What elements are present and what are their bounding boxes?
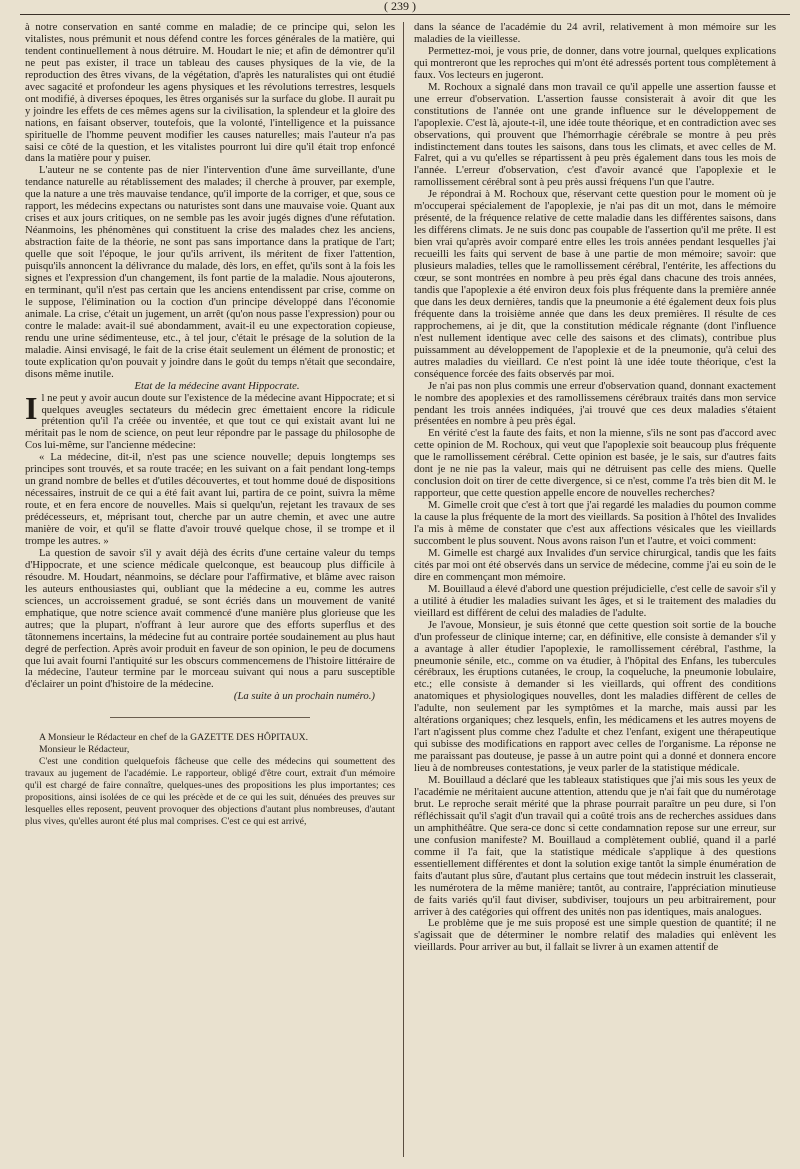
- paragraph: Je n'ai pas non plus commis une erreur d'observation quand, donnant exactement le nombre des apoplexies et des ramollissemens cérébraux traités dans mon service pendant les trois années indiquées, j'ai trouvé que ces deux maladies s'étaient présentées en nombre à peu près égal.: [414, 379, 776, 428]
- paragraph: Permettez-moi, je vous prie, de donner, dans votre journal, quelques explications qui montreront que les reproches qui m'ont été adressés portent tous complètement à faux. Vos lecteurs en jugeront.: [414, 44, 776, 81]
- paragraph: M. Bouillaud a élevé d'abord une question préjudicielle, c'est celle de savoir s'il y a utilité à étudier les maladies suivant les âges, et si le traitement des maladies du vieillard est différent de celui des maladies de l'adulte.: [414, 582, 776, 619]
- right-column: [414, 22, 776, 1162]
- drop-cap: I: [25, 389, 38, 426]
- paragraph-with-dropcap: [25, 389, 395, 453]
- continuation-note: (La suite à un prochain numéro.): [233, 690, 375, 703]
- paragraph: C'est une condition quelquefois fâcheuse que celle des médecins qui soumettent des travaux au jugement de l'académie. Le rapporteur, obligé d'être court, extrait d'un mémoire qu'il est chargé de faire connaître, quelques-unes des propositions les plus importantes; ces propositions, ainsi isolées de ce qui les précède et de ce qui les suit, dénuées des preuves sur lesquelles elles reposent, peuvent provoquer des objections d'autant plus nombreuses, d'autant plus vives, qu'elles auront été plus mal comprises. C'est ce qui est arrivé,: [25, 756, 395, 827]
- paragraph: La question de savoir s'il y avait déjà des écrits d'une certaine valeur du temps d'Hippocrate, et une science médicale quelconque, est beaucoup plus difficile à résoudre. M. Houdart, néanmoins, se déclare pour l'affirmative, et blâme avec raison les auteurs enthousiastes qui, oubliant que la médecine a eu, comme les autres sciences, un accroissement gradué, se sont écriés dans un mouvement de vanité emphatique, que notre science avait commencé d'une manière plus glorieuse que les autres; que la plupart, n'offrant à leur aurore que des efforts superflus et des tâtonnemens incertains, la médecine fut au contraire portée soudainement au plus haut degré de perfection. Après avoir produit en faveur de son opinion, le peu de documens que lui avait fourni l'antiquité sur les obscurs commencemens de l'histoire littéraire de la médecine, l'auteur termine par le morceau suivant qui nous a paru susceptible d'éclairer un point d'histoire de la médecine.: [25, 546, 395, 691]
- paragraph-text: l ne peut y avoir aucun doute sur l'existence de la médecine avant Hippocrate; et si quelques aveugles sectateurs du médecin grec émettaient encore la ridicule prétention qu'il l'a créée ou inventée, et que tout ce qui existait avant lui ne méritait pas le nom de science, on peut leur répondre par le passage du philosophe de Cos lui-même, sur l'ancienne médecine:: [25, 391, 395, 452]
- paragraph: Je répondrai à M. Rochoux que, réservant cette question pour le moment où je m'occuperai spécialement de l'apoplexie, je n'ai pas dit un mot, dans le mémoire présenté, de la fréquence relative de cette maladie dans les différentes saisons, dans les différens climats. Je ne suis donc pas coupable de l'assertion qu'il me prête. Il est bien vrai qu'après avoir comparé entre elles les trois années pendant lesquelles j'ai recueilli les faits qui servent de base à une partie de mon mémoire; savoir: que plusieurs maladies, telles que le ramollissement cérébral, l'entérite, les affections du cœur, se sont montrées en nombre à peu près égal dans chacune des trois années, tandis que l'apoplexie a été environ deux fois plus fréquente dans la première année que dans les deux dernières, tandis que la pneumonie a été également deux fois plus fréquente dans la troisième année que dans les deux premières. Il résulte de ces rapprochemens, ai je dit, que la constitution médicale régnante (dont l'influence n'est nullement identique avec celle des saisons et des climats), contribue plus puissamment au développement de l'apoplexie et de la pneumonie, qu'à celui des autres maladies du vieillard. Ce n'est point là une idée toute théorique, c'est la conséquence forcée des faits observés par moi.: [414, 188, 776, 380]
- paragraph: M. Gimelle est chargé aux Invalides d'un service chirurgical, tandis que les faits cités par moi ont été observés dans un service de médecine, comme j'ai eu soin de le dire en commençant mon mémoire.: [414, 546, 776, 583]
- paragraph: dans la séance de l'académie du 24 avril, relativement à mon mémoire sur les maladies de la vieillesse.: [414, 22, 776, 45]
- column-divider: [403, 22, 404, 1157]
- paragraph: Je l'avoue, Monsieur, je suis étonné que cette question soit sortie de la bouche d'un professeur de clinique interne; car, en définitive, elle consiste à demander s'il y a avantage à aller étudier l'apoplexie, le ramollissement cérébral, l'asthme, la pneumonie sénile, etc., comme on va étudier, à l'hôpital des Enfans, les tubercules cérébraux, les éruptions cutanées, le croup, la coqueluche, la pneumonie lobulaire, etc.; elle consiste à demander si les vieillards, qui offrent des conditions anatomiques et physiologiques nouvelles, dont les maladies diffèrent de celles de l'adulte, non seulement par les symptômes et la marche, mais aussi par les altérations organiques; chez lesquels, enfin, les médicamens et les autres moyens de l'art n'agissent plus comme chez l'adulte et chez l'enfant, exigent une thérapeutique qui subisse des modifications en rapport avec celles de l'organisme. La réponse ne me paraissant pas douteuse, je passe à un autre point qui a donné et donnera encore lieu à de nombreuses contestations, je veux parler de la statistique médicale.: [414, 618, 776, 775]
- paragraph: En vérité c'est la faute des faits, et non la mienne, s'ils ne sont pas d'accord avec cette opinion de M. Rochoux, qui veut que l'apoplexie soit beaucoup plus fréquente que le ramollissement cérébral. Cette opinion est basée, je le sais, sur d'autres faits dont je ne nie pas la valeur, mais qui ne détruisent pas celle des miens. Quelle conclusion doit on tirer de cette divergence, si ce n'est, comme l'a très bien dit M. le rapporteur, que cette question appelle encore de nouvelles recherches?: [414, 427, 776, 500]
- salutation: Monsieur le Rédacteur,: [39, 744, 130, 756]
- paragraph: M. Rochoux a signalé dans mon travail ce qu'il appelle une assertion fausse et une erreur d'observation. L'assertion fausse consisterait à avoir dit que les constitutions de l'année ont une grande influence sur le développement de l'apoplexie. C'est là, ajoute-t-il, une idée toute théorique, et en contradiction avec ses observations, qui prouvent que l'hémorrhagie cérébrale se montre à peu près indistinctement dans toutes les saisons, dans tous les climats, et avec celles de M. Falret, qui a vu qu'elles se répartissent à peu près également dans tous les mois de l'année. L'erreur d'observation, c'est d'avoir avancé que l'apoplexie et le ramollissement cérébral sont à peu près aussi fréquens l'un que l'autre.: [414, 80, 776, 189]
- page-number: ( 239 ): [384, 0, 416, 13]
- paragraph: L'auteur ne se contente pas de nier l'intervention d'une âme surveillante, d'une tendance naturelle au rétablissement des malades; il cherche à prouver, par exemple, que la nature a une très mauvaise tendance, qu'il importe de la corriger, et que, sous ce rapport, les médecins expectans ou naturistes sont dans une mauvaise voie. Quant aux crises et aux jours critiques, on ne semble pas les avoir jugés dignes d'une réfutation. Néanmoins, les phénomènes qui constituent la crise des malades chez les anciens, abstraction faite de la théorie, ne sont pas sans importance dans la pratique de l'art; quelle que soit l'époque, le jour qu'ils arrivent, ils méritent de fixer l'attention, puisqu'ils annoncent la délivrance du malade, dès lors, en effet, qu'ils sont à la fois les signes et l'expression d'un changement, ils font partie de la maladie. Nous ajouterons, en terminant, qu'il n'est pas certain que les anciens entendissent par crise, comme on le suppose, l'élimination ou la coction d'un principe développé dans l'économie animale. La crise, c'était un jugement, un arrêt (qu'on nous passe l'expression) pour ou contre le malade: avait-il sué abondamment, avait-il eu une expectoration copieuse, rendu une urine sédimenteuse, etc., à tel jour, c'était le présage de la solution de la maladie. Ainsi envisagé, le fait de la crise était seulement un élément de pronostic; et toute explication qu'on pouvait y joindre dans le goût du temps n'était que secondaire, disons même inutile.: [25, 164, 395, 380]
- quotation: « La médecine, dit-il, n'est pas une science nouvelle; depuis longtemps ses principes sont trouvés, et sa route tracée; en les suivant on a fait pendant long-temps un grand nombre de belles et d'utiles découvertes, et tout homme doué de dispositions nécessaires, instruit de ce qui a été fait avant lui, partira de ce point, suivra la même route, et en fera encore de nouvelles. Mais si quelqu'un, rejetant les travaux de ses prédécesseurs, et, méprisant tout, cherche par un autre chemin, et avec une autre manière de voir, et qu'il se flatte d'avoir trouvé quelque chose, il se trompe et il trompe les autres. »: [25, 451, 395, 547]
- section-title: Etat de la médecine avant Hippocrate.: [134, 379, 300, 392]
- header-rule: [20, 14, 790, 15]
- paragraph: M. Gimelle croit que c'est à tort que j'ai regardé les maladies du poumon comme la cause la plus fréquente de la mort des vieillards. Sa position à l'hôtel des Invalides l'a mis à même de constater que c'est aux affections vésicales que les vieillards succombent le plus souvent. Nous avons raison l'un et l'autre, et voici comment:: [414, 499, 776, 547]
- paragraph: Le problème que je me suis proposé est une simple question de quantité; il ne s'agissait que de déterminer le nombre relatif des maladies qui enlèvent les vieillards. Pour arriver au but, il fallait se livrer à un examen attentif de: [414, 917, 776, 954]
- left-column: [25, 22, 395, 1162]
- paragraph: à notre conservation en santé comme en maladie; de ce principe qui, selon les vitalistes, nous prémunit et nous défend contre les forces générales de la matière, qui tendent continuellement à nous détruire. M. Houdart le nie; et afin de démontrer qu'il ne peut pas exister, il trace un tableau des causes physiques de la vie, de la reproduction des êtres vivans, de la végétation, d'après les naturalistes qui ont étudié avec sagacité et profondeur les agens physiques et les révolutions terrestres, lesquels ont modifié, à diverses époques, les êtres organisés sur la surface du globe. Il aurait pu y joindre les effets de ces mêmes agens sur la civilisation, la splendeur et la gloire des nations, en faisant observer, toutefois, que la volonté, l'intelligence et la puissance spirituelle de l'homme peuvent modifier les causes naturelles; mais l'auteur n'a pas saisi ce côté de la question, et les vitalistes pourront lui dire qu'il était trop enfoncé dans la matière pour y puiser.: [25, 22, 395, 165]
- separator-rule: [110, 717, 310, 718]
- letter-heading: A Monsieur le Rédacteur en chef de la GAZETTE DES HÔPITAUX.: [39, 732, 309, 744]
- paragraph: M. Bouillaud a déclaré que les tableaux statistiques que j'ai mis sous les yeux de l'académie ne méritaient aucune attention, attendu que je n'ai fait que du numérotage brut. Le reproche serait mérité que la phrase pourrait paraître un peu dure, si l'on réfléchissait qu'il s'agit d'un travail qui a coûté trois ans de recherches assidues dans un amphithéâtre. Que sera-ce donc si cette condamnation repose sur une erreur, sur une confusion manifeste? M. Bouillaud a complètement oublié, quand il a parlé comme il l'a fait, que la statistique médicale s'applique à des questions essentiellement différentes et dont la solution exige tantôt la simple énumération de faits d'autant plus sûre, d'autant plus certains que tout médecin instruit les classerait, les numérotera de la même manière; tantôt, au contraire, l'appréciation minutieuse de faits variés qu'il faut diviser, subdiviser, toujours un peu arbitrairement, pour arriver à des catégories qui offrent des unités non pas identiques, mais analogues.: [414, 774, 776, 918]
